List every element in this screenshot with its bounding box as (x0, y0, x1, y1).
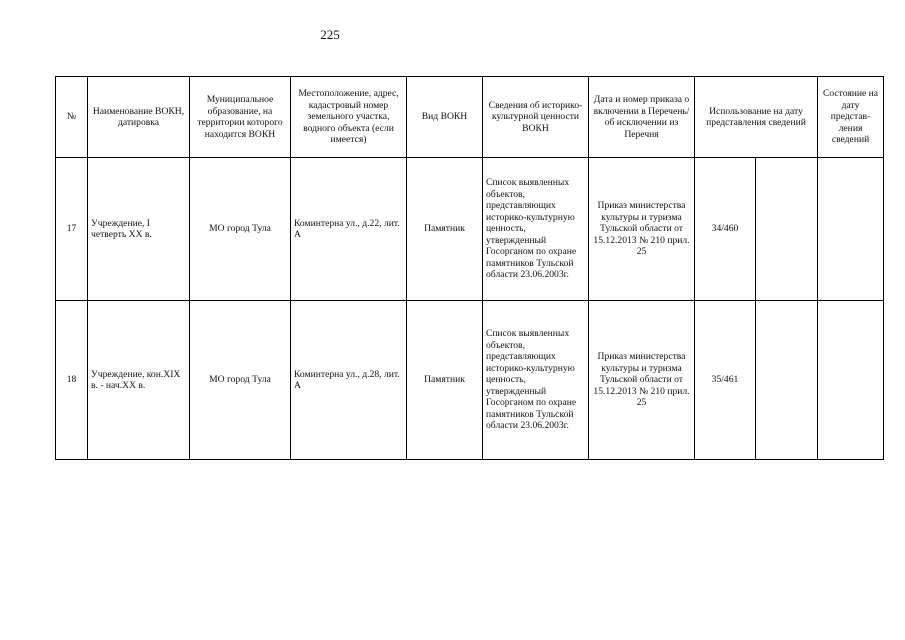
page-number: 225 (320, 27, 340, 42)
cell-name: Учреждение, кон.XIX в. - нач.XX в. (88, 301, 190, 460)
cell-order: Приказ министерства культуры и туризма Тульской области от 15.12.2013 № 210 прил. 25 (589, 301, 695, 460)
table-row (56, 301, 884, 460)
header-type: Вид ВОКН (407, 77, 483, 158)
cell-num: 17 (56, 158, 88, 301)
cell-state (818, 301, 884, 460)
header-location: Местоположение, адрес, кадастровый номер земельного участка, водного объекта (если имеется) (291, 77, 407, 158)
header-num: № (56, 77, 88, 158)
cell-name: Учреждение, I четверть XX в. (88, 158, 190, 301)
cell-usage-a: 34/460 (695, 158, 756, 301)
cell-location: Коминтерна ул., д.28, лит. А (291, 301, 407, 460)
table-row (56, 158, 884, 301)
cell-num: 18 (56, 301, 88, 460)
cell-state (818, 158, 884, 301)
cell-usage-b (756, 301, 818, 460)
cell-info: Список выявленных объектов, представляющих историко-культурную ценность, утвержденный Госорганом по охране памятников Тульской области 23.06.2003г. (483, 301, 589, 460)
cell-type: Памятник (407, 158, 483, 301)
cell-info: Список выявленных объектов, представляющих историко-культурную ценность, утвержденный Госорганом по охране памятников Тульской области 23.06.2003г. (483, 158, 589, 301)
cell-usage-b (756, 158, 818, 301)
header-name: Наименование ВОКН, датировка (88, 77, 190, 158)
cell-usage-a: 35/461 (695, 301, 756, 460)
header-order: Дата и номер приказа о включении в Перечень/ об исключении из Перечня (589, 77, 695, 158)
cell-municipality: МО город Тула (190, 158, 291, 301)
cell-type: Памятник (407, 301, 483, 460)
header-municipality: Муниципальное образование, на территории которого находится ВОКН (190, 77, 291, 158)
cell-municipality: МО город Тула (190, 301, 291, 460)
table-header-row (56, 77, 884, 158)
cell-order: Приказ министерства культуры и туризма Тульской области от 15.12.2013 № 210 прил. 25 (589, 158, 695, 301)
header-usage: Использование на дату представления сведений (695, 77, 818, 158)
header-state: Состояние на дату представ-ления сведений (818, 77, 884, 158)
cell-location: Коминтерна ул., д.22, лит. А (291, 158, 407, 301)
heritage-objects-table (55, 76, 884, 460)
header-info: Сведения об историко-культурной ценности ВОКН (483, 77, 589, 158)
